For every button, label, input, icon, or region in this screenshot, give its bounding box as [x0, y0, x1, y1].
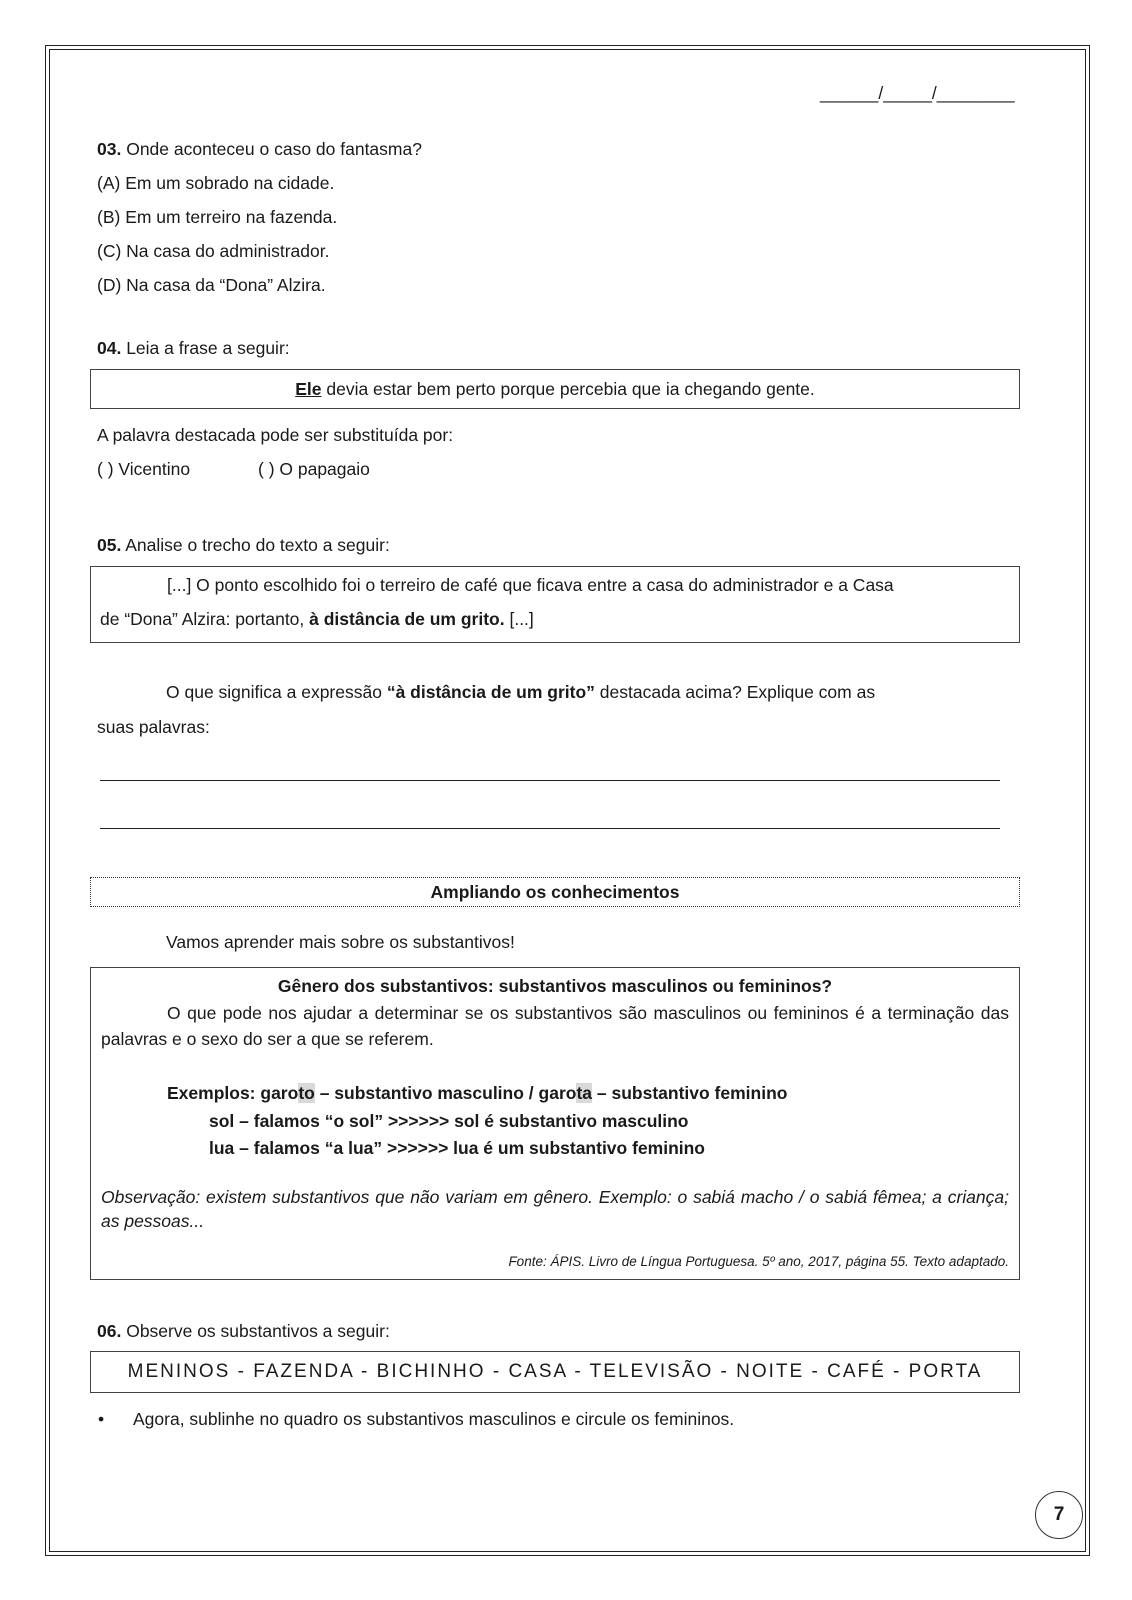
example-text: – substantivo masculino /	[314, 1083, 539, 1103]
question-number: 04.	[97, 338, 122, 358]
example-ending: ta	[576, 1083, 593, 1103]
date-line: ______/_____/________	[820, 83, 1015, 103]
observation: Observação: existem substantivos que não variam em gênero. Exemplo: o sabiá macho / o sabiá fêmea; a criança; as pessoas...	[101, 1187, 1009, 1231]
question-text: Observe os substantivos a seguir:	[126, 1321, 390, 1341]
example-line-3: lua – falamos “a lua” >>>>>> lua é um substantivo feminino	[209, 1138, 705, 1158]
question-text: Analise o trecho do texto a seguir:	[125, 535, 390, 555]
question-number: 03.	[97, 139, 122, 159]
question-05	[97, 534, 390, 556]
question-number: 06.	[97, 1321, 122, 1341]
excerpt-text: [...]	[504, 609, 534, 629]
question-number: 05.	[97, 535, 122, 555]
option-a[interactable]: (A) Em um sobrado na cidade.	[97, 173, 335, 193]
info-heading: Gênero dos substantivos: substantivos masculinos ou femininos?	[277, 976, 833, 996]
sentence-box	[90, 369, 1020, 409]
example-line-1	[167, 1082, 787, 1104]
question-bold: “à distância de um grito”	[386, 682, 595, 702]
example-label: Exemplos:	[167, 1083, 261, 1103]
excerpt-text: de “Dona” Alzira: portanto,	[100, 609, 310, 629]
question-04	[97, 337, 290, 359]
question-part: destacada acima? Explique com as	[594, 682, 876, 702]
option-b[interactable]: (B) Em um terreiro na fazenda.	[97, 207, 338, 227]
question-text	[166, 681, 875, 703]
example-text: – substantivo feminino	[592, 1083, 788, 1103]
section-intro: Vamos aprender mais sobre os substantivos!	[166, 932, 515, 952]
page-number: 7	[1035, 1491, 1083, 1539]
section-title: Ampliando os conhecimentos	[430, 882, 680, 902]
question-text: A palavra destacada pode ser substituída por:	[97, 425, 454, 445]
info-box	[90, 967, 1020, 1280]
question-06	[97, 1320, 390, 1342]
example-line-2: sol – falamos “o sol” >>>>>> sol é substantivo masculino	[209, 1111, 689, 1131]
question-text: Leia a frase a seguir:	[126, 338, 290, 358]
question-part: O que significa a expressão	[166, 682, 387, 702]
excerpt-bold: à distância de um grito.	[309, 609, 505, 629]
question-text: Onde aconteceu o caso do fantasma?	[126, 139, 422, 159]
sentence-rest: devia estar bem perto porque percebia que ia chegando gente.	[321, 379, 815, 399]
noun-list[interactable]: MENINOS - FAZENDA - BICHINHO - CASA - TELEVISÃO - NOITE - CAFÉ - PORTA	[127, 1361, 983, 1382]
words-box	[90, 1351, 1020, 1393]
source: Fonte: ÁPIS. Livro de Língua Portuguesa. 5º ano, 2017, página 55. Texto adaptado.	[508, 1254, 1009, 1269]
option-d[interactable]: (D) Na casa da “Dona” Alzira.	[97, 275, 326, 295]
option-papagaio[interactable]: ( ) O papagaio	[258, 459, 370, 479]
example-ending: to	[298, 1083, 315, 1103]
excerpt-line-2	[100, 608, 534, 630]
info-paragraph: O que pode nos ajudar a determinar se os substantivos são masculinos ou femininos é a terminação das palavras e o sexo do ser a que se referem.	[101, 1003, 1009, 1049]
sentence	[91, 378, 1019, 400]
option-vicentino[interactable]: ( ) Vicentino	[97, 459, 191, 479]
excerpt-box	[90, 566, 1020, 643]
excerpt-line-1: [...] O ponto escolhido foi o terreiro de café que ficava entre a casa do administrador e a Casa	[167, 575, 894, 595]
highlighted-word: Ele	[295, 379, 322, 399]
example-word: garo	[538, 1083, 577, 1103]
bullet: •	[98, 1409, 105, 1429]
section-title-box	[90, 877, 1020, 907]
option-c[interactable]: (C) Na casa do administrador.	[97, 241, 330, 261]
example-word: garo	[260, 1083, 299, 1103]
question-03	[97, 138, 422, 160]
answer-line-2[interactable]	[100, 828, 1000, 829]
answer-line-1[interactable]	[100, 780, 1000, 781]
question-text-line-2: suas palavras:	[97, 717, 210, 737]
instruction: Agora, sublinhe no quadro os substantivos masculinos e circule os femininos.	[133, 1409, 735, 1429]
